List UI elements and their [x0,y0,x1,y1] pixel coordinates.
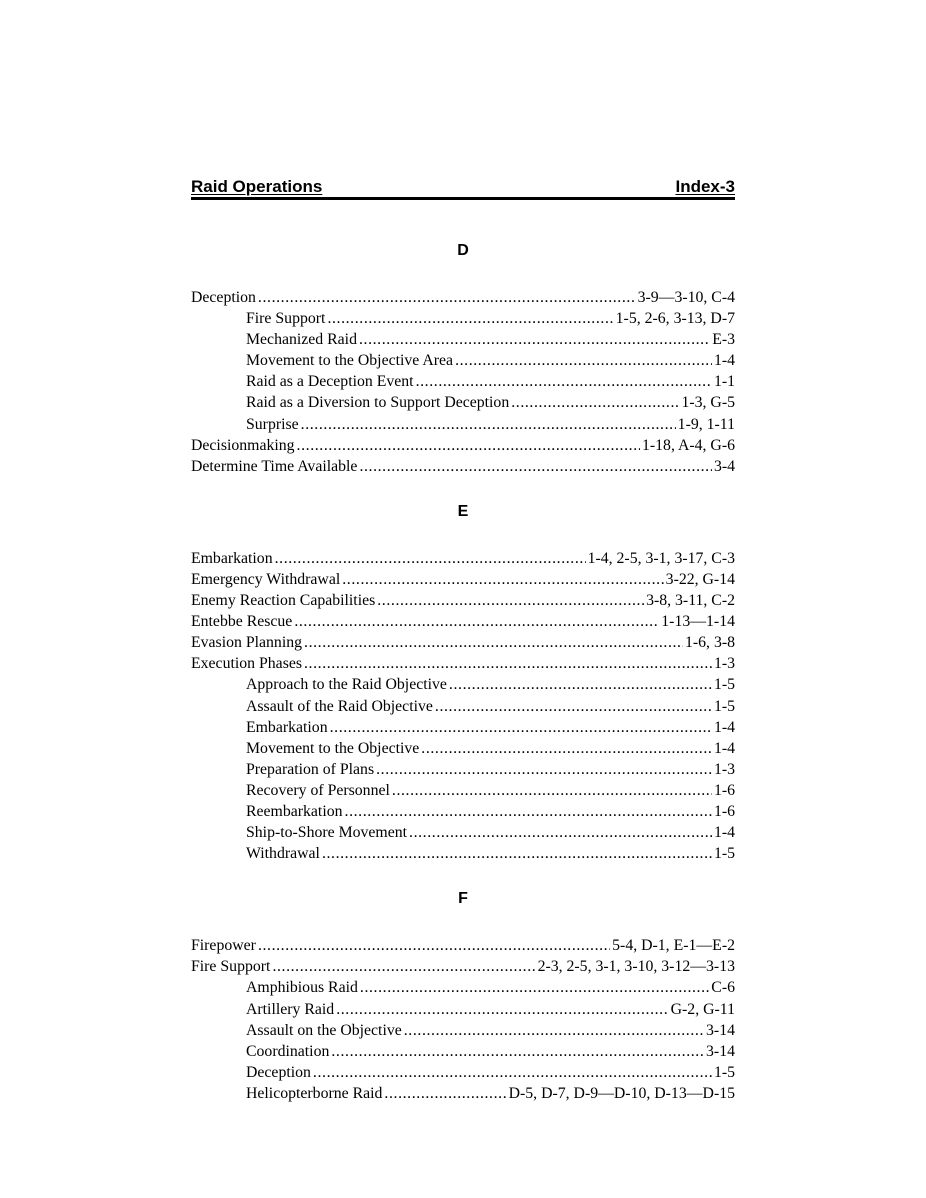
entry-page-numbers: 3-14 [706,1042,735,1060]
entry-label: Withdrawal [246,845,320,863]
index-entry [191,590,735,611]
entry-page-numbers: 1-5 [713,1063,735,1081]
entry-label: Movement to the Objective [246,739,420,757]
entry-page-numbers: 1-5, 2-6, 3-13, D-7 [615,310,735,328]
index-entry [191,653,735,674]
index-entry [191,717,735,738]
dot-leader [331,1041,704,1062]
index-sections [191,243,735,1104]
entry-label: Fire Support [191,958,271,976]
dot-leader [301,414,676,435]
index-entry [191,329,735,350]
entry-label: Fire Support [246,310,326,328]
dot-leader [336,999,668,1020]
index-entry [191,632,735,653]
entry-page-numbers: 3-9—3-10, C-4 [637,289,735,306]
entry-page-numbers: E-3 [712,331,735,349]
entry-page-numbers: C-6 [711,979,735,997]
entry-page-numbers: 3-8, 3-11, C-2 [646,592,735,610]
dot-leader [384,1083,506,1104]
entry-page-numbers: 5-4, D-1, E-1—E-2 [612,937,735,955]
index-entry [191,674,735,695]
entry-label: Deception [191,289,256,306]
entry-page-numbers: 1-4 [713,739,735,757]
entry-label: Amphibious Raid [246,979,358,997]
dot-leader [327,308,613,329]
page-number-label: Index-3 [675,177,735,196]
entry-label: Embarkation [246,718,328,736]
entry-page-numbers: 1-6 [713,802,735,820]
entry-label: Raid as a Diversion to Support Deception [246,394,510,412]
index-entry [191,456,735,477]
entry-page-numbers: D-5, D-7, D-9—D-10, D-13—D-15 [508,1084,735,1102]
dot-leader [258,935,610,956]
index-section-d [191,243,735,477]
entry-page-numbers: 1-4 [713,824,735,842]
entry-label: Firepower [191,937,256,955]
dot-leader [435,696,712,717]
index-entry [191,822,735,843]
dot-leader [345,801,712,822]
entry-label: Execution Phases [191,655,302,673]
entry-label: Artillery Raid [246,1000,335,1018]
entry-label: Raid as a Deception Event [246,373,414,391]
entry-label: Embarkation [191,549,273,567]
index-entry [191,435,735,456]
entry-page-numbers: 1-5 [713,845,735,863]
dot-leader [404,1020,704,1041]
dot-leader [313,1062,712,1083]
dot-leader [455,350,712,371]
entry-page-numbers: 1-4 [713,718,735,736]
entry-label: Approach to the Raid Objective [246,676,447,694]
section-letter-heading: E [457,502,469,520]
dot-leader [294,611,659,632]
entry-label: Assault on the Objective [246,1021,402,1039]
entry-page-numbers: 1-4, 2-5, 3-1, 3-17, C-3 [587,549,735,567]
index-entry [191,392,735,413]
dot-leader [304,632,683,653]
dot-leader [377,590,644,611]
entry-page-numbers: 1-3 [713,760,735,778]
dot-leader [359,456,712,477]
entry-label: Mechanized Raid [246,331,357,349]
entry-page-numbers: 1-1 [713,373,735,391]
entry-page-numbers: 1-3, G-5 [681,394,735,412]
index-entry [191,977,735,998]
index-entry [191,935,735,956]
index-entry [191,759,735,780]
index-entry [191,801,735,822]
entry-page-numbers: 1-5 [713,697,735,715]
dot-leader [297,435,640,456]
dot-leader [304,653,712,674]
entry-page-numbers: 1-9, 1-11 [677,415,735,433]
entry-page-numbers: 3-22, G-14 [665,570,735,588]
dot-leader [376,759,712,780]
entry-label: Preparation of Plans [246,760,375,778]
dot-leader [275,548,586,569]
dot-leader [360,977,709,998]
index-entry [191,371,735,392]
entry-page-numbers: 2-3, 2-5, 3-1, 3-10, 3-12—3-13 [537,958,735,976]
dot-leader [392,780,712,801]
entry-page-numbers: 3-4 [713,457,735,475]
entry-page-numbers: 1-6, 3-8 [684,634,735,652]
index-entry [191,1062,735,1083]
dot-leader [272,956,535,977]
entry-label: Decisionmaking [191,436,295,454]
index-entry [191,350,735,371]
entry-label: Helicopterborne Raid [246,1084,383,1102]
entry-page-numbers: 1-4 [713,352,735,370]
dot-leader [421,738,712,759]
section-letter-heading: F [458,890,468,908]
entry-label: Deception [246,1063,311,1081]
dot-leader [449,674,712,695]
entry-page-numbers: 3-14 [706,1021,735,1039]
entry-label: Reembarkation [246,802,343,820]
entry-label: Surprise [246,415,299,433]
entry-page-numbers: 1-6 [713,781,735,799]
index-entry [191,1041,735,1062]
index-entry [191,414,735,435]
dot-leader [258,287,636,308]
index-entry [191,308,735,329]
entry-label: Movement to the Objective Area [246,352,454,370]
index-entry [191,999,735,1020]
dot-leader [330,717,712,738]
index-section-e [191,504,735,864]
index-section-f [191,891,735,1104]
document-title: Raid Operations [191,177,323,196]
entry-page-numbers: G-2, G-11 [670,1000,735,1018]
entry-label: Ship-to-Shore Movement [246,824,408,842]
entry-label: Determine Time Available [191,457,358,475]
entry-label: Recovery of Personnel [246,781,390,799]
entry-page-numbers: 1-3 [713,655,735,673]
entry-label: Entebbe Rescue [191,613,293,631]
index-entry [191,287,735,308]
dot-leader [511,392,679,413]
index-entry [191,569,735,590]
dot-leader [322,843,712,864]
index-entry [191,1020,735,1041]
entry-label: Emergency Withdrawal [191,570,341,588]
dot-leader [416,371,712,392]
index-entry [191,611,735,632]
index-entry [191,956,735,977]
entry-label: Enemy Reaction Capabilities [191,592,376,610]
entry-label: Evasion Planning [191,634,303,652]
page-header [191,177,735,200]
dot-leader [342,569,663,590]
index-entry [191,738,735,759]
index-entry [191,843,735,864]
index-entry [191,696,735,717]
section-letter-heading: D [457,242,469,259]
index-entry [191,548,735,569]
entry-label: Assault of the Raid Objective [246,697,433,715]
dot-leader [409,822,712,843]
index-entry [191,780,735,801]
entry-page-numbers: 1-18, A-4, G-6 [641,436,735,454]
dot-leader [359,329,710,350]
entry-label: Coordination [246,1042,330,1060]
index-entry [191,1083,735,1104]
entry-page-numbers: 1-13—1-14 [661,613,735,631]
entry-page-numbers: 1-5 [713,676,735,694]
